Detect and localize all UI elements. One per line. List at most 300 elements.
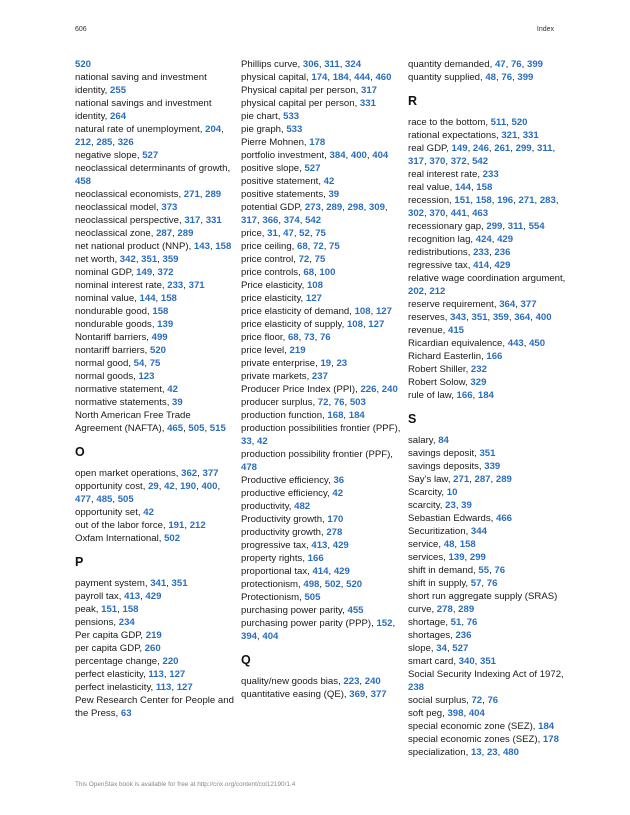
page-link[interactable]: 404 — [262, 631, 279, 642]
page-link[interactable]: 152 — [376, 618, 393, 629]
index-term: quality/new goods bias, — [241, 676, 344, 687]
page-link[interactable]: 237 — [311, 371, 328, 382]
page-link[interactable]: 72 — [298, 254, 310, 265]
index-section-letter: P — [75, 555, 84, 569]
page-link[interactable]: 158 — [160, 293, 177, 304]
page-link[interactable]: 340 — [458, 656, 475, 667]
index-term: physical capital, — [241, 72, 312, 83]
page-link[interactable]: 76 — [486, 578, 498, 589]
page-link[interactable]: 212 — [189, 520, 206, 531]
page-link[interactable]: 202 — [408, 286, 425, 297]
page-link[interactable]: 429 — [494, 260, 511, 271]
page-link[interactable]: 398 — [447, 708, 464, 719]
page-link[interactable]: 166 — [456, 390, 473, 401]
page-link[interactable]: 144 — [139, 293, 156, 304]
page-link[interactable]: 273 — [304, 202, 321, 213]
page-link[interactable]: 527 — [304, 163, 321, 174]
page-link[interactable]: 127 — [176, 682, 193, 693]
page-link[interactable]: 76 — [333, 397, 345, 408]
index-term: neoclassical determinants of growth, — [75, 163, 231, 174]
page-link[interactable]: 72 — [313, 241, 324, 252]
page-link[interactable]: 429 — [332, 540, 349, 551]
page-link[interactable]: 184 — [477, 390, 494, 401]
page-link[interactable]: 144 — [454, 182, 471, 193]
page-link[interactable]: 362 — [181, 468, 198, 479]
index-entry — [408, 376, 570, 389]
page-link[interactable]: 372 — [450, 156, 467, 167]
page-link[interactable]: 166 — [486, 351, 503, 362]
page-link[interactable]: 377 — [370, 689, 387, 700]
page-link[interactable]: 299 — [486, 221, 503, 232]
index-term: quantity supplied, — [408, 72, 486, 83]
index-entry: payroll tax, 413, 429 — [75, 591, 162, 602]
page-link[interactable]: 287 — [474, 474, 491, 485]
page-link[interactable]: 212 — [429, 286, 446, 297]
page-link[interactable]: 39 — [328, 189, 340, 200]
page-link[interactable]: 51 — [450, 617, 462, 628]
index-entry: nominal value, 144, 158 — [75, 293, 177, 304]
page-link[interactable]: 278 — [436, 604, 453, 615]
page-link[interactable]: 373 — [161, 202, 178, 213]
page-link[interactable]: 220 — [162, 656, 179, 667]
page-link[interactable]: 298 — [347, 202, 364, 213]
page-link[interactable]: 424 — [475, 234, 492, 245]
page-link[interactable]: 302 — [408, 208, 425, 219]
page-link[interactable]: 400 — [201, 481, 218, 492]
page-link[interactable]: 400 — [535, 312, 552, 323]
page-link[interactable]: 289 — [326, 202, 343, 213]
page-link[interactable]: 399 — [526, 59, 543, 70]
page-link[interactable]: 351 — [171, 578, 188, 589]
page-link[interactable]: 139 — [157, 319, 174, 330]
page-link[interactable]: 42 — [164, 481, 175, 492]
index-entry — [408, 629, 570, 642]
page-link[interactable]: 339 — [484, 461, 501, 472]
page-link[interactable]: 413 — [311, 540, 328, 551]
page-link[interactable]: 233 — [167, 280, 184, 291]
page-link[interactable]: 42 — [167, 384, 178, 395]
page-link[interactable]: 127 — [368, 319, 385, 330]
page-link[interactable]: 149 — [451, 143, 468, 154]
page-link[interactable]: 48 — [485, 72, 497, 83]
page-link[interactable]: 204 — [205, 124, 222, 135]
page-link[interactable]: 39 — [461, 500, 472, 511]
page-link[interactable]: 299 — [515, 143, 532, 154]
index-term: Producer Price Index (PPI), — [241, 384, 361, 395]
page-link[interactable]: 39 — [172, 397, 183, 408]
index-term: percentage change, — [75, 656, 163, 667]
page-link[interactable]: 289 — [177, 228, 194, 239]
page-link[interactable]: 372 — [157, 267, 174, 278]
page-link[interactable]: 485 — [96, 494, 113, 505]
index-term: opportunity set, — [75, 507, 144, 518]
index-term: normative statements, — [75, 397, 173, 408]
page-link[interactable]: 444 — [354, 72, 371, 83]
page-link[interactable]: 127 — [375, 306, 392, 317]
page-link[interactable]: 75 — [315, 228, 326, 239]
page-link[interactable]: 450 — [529, 338, 546, 349]
page-link[interactable]: 108 — [354, 306, 371, 317]
page-link[interactable]: 57 — [470, 578, 482, 589]
page-link[interactable]: 458 — [75, 176, 92, 187]
index-entry: recognition lag, 424, 429 — [408, 234, 514, 245]
page-link[interactable]: 75 — [314, 254, 326, 265]
page-link[interactable]: 184 — [332, 72, 349, 83]
page-link[interactable]: 42 — [257, 436, 268, 447]
page-link[interactable]: 236 — [455, 630, 472, 641]
page-link[interactable]: 234 — [118, 617, 135, 628]
index-term: nondurable good, — [75, 306, 153, 317]
page-link[interactable]: 23 — [445, 500, 456, 511]
page-link[interactable]: 13 — [470, 747, 482, 758]
index-term: pie chart, — [241, 111, 284, 122]
page-link[interactable]: 369 — [349, 689, 366, 700]
page-link[interactable]: 289 — [458, 604, 475, 615]
index-entry — [75, 149, 237, 162]
page-link[interactable]: 54 — [133, 358, 145, 369]
page-link[interactable]: 149 — [136, 267, 153, 278]
page-link[interactable]: 47 — [494, 59, 506, 70]
page-link[interactable]: 455 — [347, 605, 364, 616]
page-link[interactable]: 289 — [205, 189, 222, 200]
index-entry — [408, 733, 570, 746]
page-link[interactable]: 76 — [501, 72, 513, 83]
index-term: revenue, — [408, 325, 449, 336]
index-term: Phillips curve, — [241, 59, 303, 70]
page-link[interactable]: 527 — [452, 643, 469, 654]
page-link[interactable]: 502 — [324, 579, 341, 590]
index-entry: neoclassical perspective, 317, 331 — [75, 215, 222, 226]
page-link[interactable]: 283 — [539, 195, 556, 206]
page-link[interactable]: 460 — [375, 72, 392, 83]
index-term: Per capita GDP, — [75, 630, 146, 641]
page-link[interactable]: 515 — [209, 423, 226, 434]
page-link[interactable]: 554 — [528, 221, 545, 232]
page-link[interactable]: 113 — [155, 682, 172, 693]
page-link[interactable]: 533 — [283, 111, 300, 122]
page-link[interactable]: 287 — [156, 228, 173, 239]
page-link[interactable]: 463 — [472, 208, 489, 219]
page-link[interactable]: 271 — [183, 189, 200, 200]
page-link[interactable]: 306 — [302, 59, 319, 70]
page-link[interactable]: 317 — [241, 215, 258, 226]
page-link[interactable]: 341 — [150, 578, 167, 589]
page-link[interactable]: 33 — [241, 436, 252, 447]
page-link[interactable]: 343 — [450, 312, 467, 323]
page-link[interactable]: 123 — [138, 371, 155, 382]
page-link[interactable]: 364 — [499, 299, 516, 310]
page-link[interactable]: 158 — [475, 195, 492, 206]
page-link[interactable]: 311 — [507, 221, 524, 232]
index-entry — [241, 97, 403, 110]
page-link[interactable]: 184 — [348, 410, 365, 421]
page-link[interactable]: 505 — [304, 592, 321, 603]
page-link[interactable]: 236 — [494, 247, 511, 258]
page-link[interactable]: 342 — [119, 254, 136, 265]
index-term: normative statement, — [75, 384, 168, 395]
page-link[interactable]: 527 — [142, 150, 159, 161]
index-term: Robert Shiller, — [408, 364, 471, 375]
page-link[interactable]: 52 — [299, 228, 310, 239]
page-link[interactable]: 441 — [450, 208, 467, 219]
page-link[interactable]: 311 — [536, 143, 553, 154]
page-link[interactable]: 190 — [180, 481, 197, 492]
page-link[interactable]: 329 — [470, 377, 487, 388]
page-link[interactable]: 158 — [215, 241, 232, 252]
page-link[interactable]: 520 — [75, 59, 92, 70]
page-link[interactable]: 10 — [446, 487, 458, 498]
index-entry — [408, 668, 570, 694]
page-link[interactable]: 374 — [283, 215, 300, 226]
index-term: shortage, — [408, 617, 451, 628]
page-link[interactable]: 465 — [167, 423, 184, 434]
page-link[interactable]: 23 — [336, 358, 348, 369]
page-link[interactable]: 344 — [470, 526, 487, 537]
page-link[interactable]: 75 — [329, 241, 340, 252]
index-term: Productive efficiency, — [241, 475, 334, 486]
page-link[interactable]: 285 — [96, 137, 113, 148]
page-link[interactable]: 76 — [494, 565, 506, 576]
page-link[interactable]: 503 — [349, 397, 366, 408]
page-link[interactable]: 55 — [478, 565, 490, 576]
index-entry — [241, 344, 403, 357]
page-link[interactable]: 42 — [323, 176, 335, 187]
page-link[interactable]: 289 — [495, 474, 512, 485]
page-link[interactable]: 264 — [110, 111, 127, 122]
page-link[interactable]: 42 — [143, 507, 154, 518]
page-link[interactable]: 68 — [297, 241, 308, 252]
page-link[interactable]: 511 — [490, 117, 507, 128]
index-entry: Say’s law, 271, 287, 289 — [408, 474, 512, 485]
page-link[interactable]: 520 — [150, 345, 167, 356]
page-link[interactable]: 143 — [193, 241, 210, 252]
page-link[interactable]: 404 — [372, 150, 389, 161]
page-link[interactable]: 366 — [262, 215, 279, 226]
page-link[interactable]: 19 — [320, 358, 332, 369]
page-link[interactable]: 184 — [538, 721, 555, 732]
page-link[interactable]: 75 — [149, 358, 161, 369]
page-link[interactable]: 351 — [471, 312, 488, 323]
page-link[interactable]: 232 — [470, 364, 487, 375]
index-term: perfect inelasticity, — [75, 682, 156, 693]
index-term: natural rate of unemployment, — [75, 124, 206, 135]
page-link[interactable]: 219 — [289, 345, 306, 356]
page-link[interactable]: 429 — [145, 591, 162, 602]
index-term: recessionary gap, — [408, 221, 487, 232]
page-link[interactable]: 359 — [492, 312, 509, 323]
page-link[interactable]: 23 — [486, 747, 498, 758]
page-link[interactable]: 68 — [287, 332, 299, 343]
page-link[interactable]: 158 — [122, 604, 139, 615]
index-entry: scarcity, 23, 39 — [408, 500, 472, 511]
page-link[interactable]: 240 — [364, 676, 381, 687]
page-link[interactable]: 482 — [294, 501, 311, 512]
page-link[interactable]: 219 — [145, 630, 162, 641]
page-link[interactable]: 36 — [333, 475, 345, 486]
page-link[interactable]: 429 — [333, 566, 350, 577]
page-link[interactable]: 324 — [345, 59, 362, 70]
page-link[interactable]: 278 — [326, 527, 343, 538]
page-link[interactable]: 76 — [510, 59, 522, 70]
page-link[interactable]: 466 — [496, 513, 513, 524]
page-link[interactable]: 364 — [514, 312, 531, 323]
page-link[interactable]: 331 — [522, 130, 539, 141]
index-term: services, — [408, 552, 449, 563]
page-link[interactable]: 166 — [307, 553, 324, 564]
page-link[interactable]: 168 — [327, 410, 344, 421]
page-link[interactable]: 384 — [329, 150, 346, 161]
page-link[interactable]: 331 — [205, 215, 222, 226]
page-link[interactable]: 34 — [436, 643, 447, 654]
page-link[interactable]: 520 — [511, 117, 528, 128]
page-link[interactable]: 400 — [350, 150, 367, 161]
page-link[interactable]: 76 — [319, 332, 331, 343]
page-link[interactable]: 48 — [443, 539, 455, 550]
page-link[interactable]: 212 — [75, 137, 92, 148]
page-link[interactable]: 158 — [152, 306, 169, 317]
page-link[interactable]: 399 — [517, 72, 534, 83]
page-link[interactable]: 29 — [148, 481, 159, 492]
page-link[interactable]: 73 — [303, 332, 315, 343]
page-link[interactable]: 542 — [305, 215, 322, 226]
page-link[interactable]: 191 — [168, 520, 185, 531]
page-link[interactable]: 309 — [368, 202, 385, 213]
page-link[interactable]: 108 — [346, 319, 363, 330]
page-link[interactable]: 76 — [487, 695, 499, 706]
page-link[interactable]: 542 — [472, 156, 489, 167]
page-link[interactable]: 261 — [494, 143, 511, 154]
page-link[interactable]: 414 — [473, 260, 490, 271]
page-link[interactable]: 499 — [151, 332, 168, 343]
page-link[interactable]: 196 — [497, 195, 514, 206]
index-term: Social Security Indexing Act of 1972, — [408, 669, 564, 680]
index-term: relative wage coordination argument, — [408, 273, 566, 284]
page-link[interactable]: 240 — [381, 384, 398, 395]
page-link[interactable]: 31 — [267, 228, 278, 239]
page-link[interactable]: 331 — [359, 98, 376, 109]
index-entry: perfect elasticity, 113, 127 — [75, 669, 186, 680]
index-term: Scarcity, — [408, 487, 447, 498]
page-link[interactable]: 317 — [408, 156, 425, 167]
page-link[interactable]: 68 — [303, 267, 315, 278]
index-term: Ricardian equivalence, — [408, 338, 508, 349]
page-link[interactable]: 317 — [184, 215, 201, 226]
page-link[interactable]: 63 — [120, 708, 132, 719]
page-link[interactable]: 404 — [468, 708, 485, 719]
page-link[interactable]: 351 — [141, 254, 158, 265]
index-term: payroll tax, — [75, 591, 125, 602]
page-link[interactable]: 317 — [360, 85, 377, 96]
page-link[interactable]: 255 — [110, 85, 127, 96]
page-link[interactable]: 415 — [448, 325, 465, 336]
page-link[interactable]: 443 — [507, 338, 524, 349]
page-link[interactable]: 351 — [480, 656, 497, 667]
page-link[interactable]: 480 — [502, 747, 519, 758]
page-link[interactable]: 351 — [479, 448, 496, 459]
page-link[interactable]: 223 — [343, 676, 360, 687]
page-link[interactable]: 477 — [75, 494, 92, 505]
page-link[interactable]: 76 — [466, 617, 478, 628]
page-link[interactable]: 359 — [162, 254, 179, 265]
page-link[interactable]: 158 — [476, 182, 493, 193]
page-link[interactable]: 139 — [448, 552, 465, 563]
page-link[interactable]: 505 — [188, 423, 205, 434]
page-link[interactable]: 370 — [429, 156, 446, 167]
page-link[interactable]: 502 — [164, 533, 181, 544]
index-term: national saving and investment identity, — [75, 72, 207, 96]
page-link[interactable]: 108 — [306, 280, 323, 291]
page-link[interactable]: 271 — [453, 474, 470, 485]
index-entry: Producer Price Index (PPI), 226, 240 — [241, 384, 398, 395]
page-link[interactable]: 233 — [482, 169, 499, 180]
page-link[interactable]: 238 — [408, 682, 425, 693]
page-link[interactable]: 151 — [101, 604, 118, 615]
page-link[interactable]: 226 — [360, 384, 377, 395]
page-link[interactable]: 377 — [520, 299, 537, 310]
page-link[interactable]: 174 — [311, 72, 328, 83]
page-link[interactable]: 178 — [309, 137, 326, 148]
page-link[interactable]: 505 — [117, 494, 134, 505]
page-link[interactable]: 478 — [241, 462, 258, 473]
index-term: nominal GDP, — [75, 267, 137, 278]
page-link[interactable]: 533 — [286, 124, 303, 135]
index-term: Pierre Mohnen, — [241, 137, 310, 148]
page-link[interactable]: 170 — [327, 514, 344, 525]
page-link[interactable]: 299 — [469, 552, 486, 563]
page-link[interactable]: 127 — [305, 293, 322, 304]
page-link[interactable]: 151 — [454, 195, 471, 206]
page-link[interactable]: 321 — [501, 130, 518, 141]
page-link[interactable]: 127 — [169, 669, 186, 680]
page-link[interactable]: 311 — [324, 59, 340, 70]
index-term: neoclassical perspective, — [75, 215, 185, 226]
page-link[interactable]: 42 — [332, 488, 344, 499]
page-link[interactable]: 100 — [319, 267, 336, 278]
page-link[interactable]: 371 — [188, 280, 205, 291]
page-link[interactable]: 414 — [312, 566, 329, 577]
page-link[interactable]: 233 — [473, 247, 490, 258]
page-link[interactable]: 271 — [518, 195, 535, 206]
index-entry — [75, 506, 237, 519]
page-link[interactable]: 178 — [542, 734, 559, 745]
index-entry — [408, 363, 570, 376]
page-link[interactable]: 47 — [283, 228, 294, 239]
page-link[interactable]: 520 — [346, 579, 363, 590]
index-term: net national product (NNP), — [75, 241, 194, 252]
index-term: productivity growth, — [241, 527, 327, 538]
page-link[interactable]: 377 — [202, 468, 219, 479]
page-link[interactable]: 370 — [429, 208, 446, 219]
page-link[interactable]: 394 — [241, 631, 258, 642]
index-entry: quality/new goods bias, 223, 240 — [241, 676, 381, 687]
index-entry: price ceiling, 68, 72, 75 — [241, 241, 340, 252]
index-term: purchasing power parity (PPP), — [241, 618, 377, 629]
page-link[interactable]: 498 — [303, 579, 320, 590]
index-term: social surplus, — [408, 695, 472, 706]
index-entry — [241, 591, 403, 604]
page-link[interactable]: 113 — [148, 669, 164, 680]
page-link[interactable]: 84 — [438, 435, 449, 446]
page-link[interactable]: 326 — [117, 137, 134, 148]
page-link[interactable]: 72 — [317, 397, 329, 408]
index-term: recognition lag, — [408, 234, 476, 245]
page-link[interactable]: 246 — [472, 143, 489, 154]
page-link[interactable]: 429 — [497, 234, 514, 245]
page-link[interactable]: 72 — [471, 695, 483, 706]
page-link[interactable]: 158 — [459, 539, 476, 550]
page-link[interactable]: 260 — [144, 643, 161, 654]
page-link[interactable]: 413 — [124, 591, 141, 602]
